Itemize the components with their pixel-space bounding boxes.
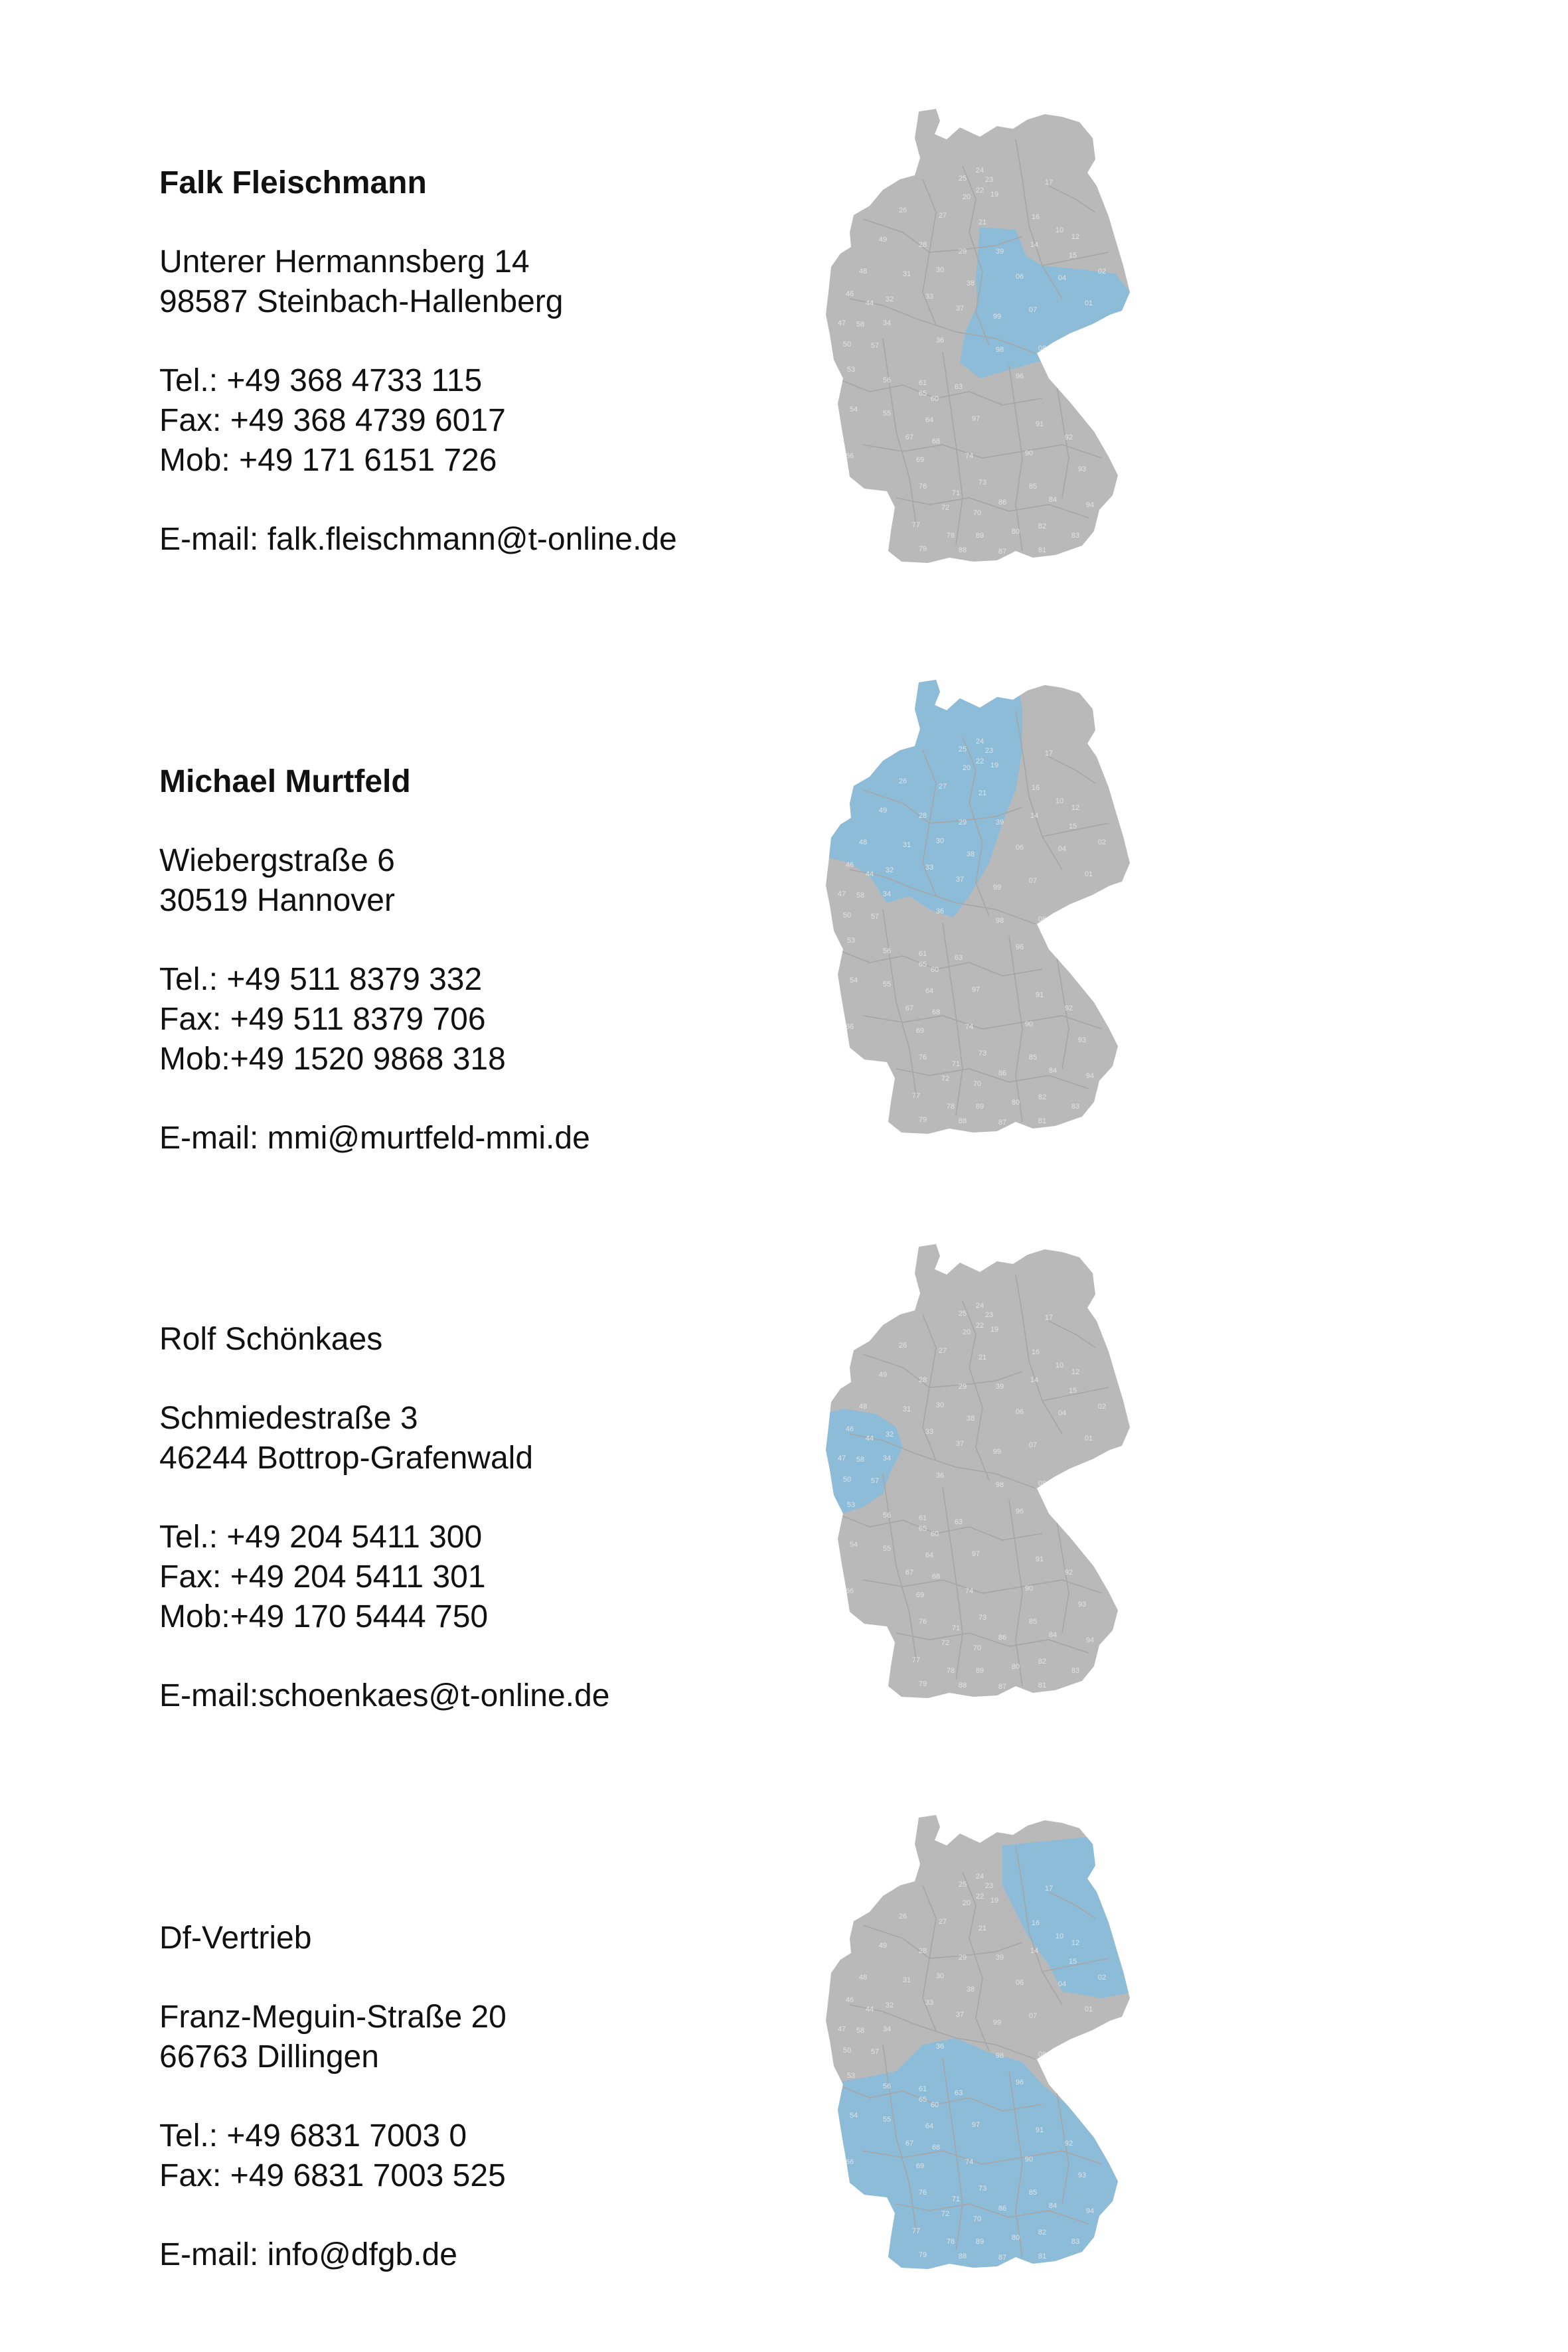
germany-map-svg [800, 100, 1158, 578]
germany-map-svg [800, 1806, 1158, 2284]
contact-mobile: Mob: +49 171 6151 726 [159, 443, 497, 478]
germany-map-norddeutschland [800, 670, 1158, 1148]
contact-city: 66763 Dillingen [159, 2039, 379, 2075]
contact-street: Unterer Hermannsberg 14 [159, 244, 530, 279]
contact-fax: Fax: +49 6831 7003 525 [159, 2158, 506, 2193]
contact-street: Schmiedestraße 3 [159, 1401, 418, 1436]
contact-fax: Fax: +49 204 5411 301 [159, 1559, 486, 1595]
contact-email[interactable]: E-mail: mmi@murtfeld-mmi.de [159, 1121, 590, 1156]
contact-name: Rolf Schönkaes [159, 1322, 383, 1357]
germany-map-svg [800, 670, 1158, 1148]
contact-city: 30519 Hannover [159, 883, 395, 918]
germany-map-sued-nordost [800, 1806, 1158, 2284]
contact-mobile: Mob:+49 170 5444 750 [159, 1599, 489, 1634]
contact-email[interactable]: E-mail: falk.fleischmann@t-online.de [159, 522, 677, 557]
contact-tel: Tel.: +49 6831 7003 0 [159, 2118, 467, 2154]
contact-fax: Fax: +49 368 4739 6017 [159, 403, 506, 438]
contact-name: Michael Murtfeld [159, 764, 411, 799]
contact-name: Df-Vertrieb [159, 1921, 312, 1956]
contact-tel: Tel.: +49 204 5411 300 [159, 1520, 483, 1555]
contact-email[interactable]: E-mail: info@dfgb.de [159, 2237, 457, 2272]
contact-card-fleischmann [159, 163, 677, 560]
contact-tel: Tel.: +49 511 8379 332 [159, 962, 483, 997]
contact-name: Falk Fleischmann [159, 165, 427, 200]
contact-fax: Fax: +49 511 8379 706 [159, 1002, 486, 1037]
contact-city: 98587 Steinbach-Hallenberg [159, 284, 564, 319]
contact-street: Franz-Meguin-Straße 20 [159, 1999, 507, 2035]
contact-email[interactable]: E-mail:schoenkaes@t-online.de [159, 1678, 610, 1713]
contact-card-df-vertrieb [159, 1919, 507, 2275]
germany-map-svg [800, 1235, 1158, 1713]
contact-city: 46244 Bottrop-Grafenwald [159, 1441, 534, 1476]
contact-card-murtfeld [159, 762, 590, 1158]
contact-card-schoenkaes [159, 1320, 609, 1716]
contact-mobile: Mob:+49 1520 9868 318 [159, 1042, 506, 1077]
germany-map-nrw [800, 1235, 1158, 1713]
contact-street: Wiebergstraße 6 [159, 843, 395, 878]
contact-tel: Tel.: +49 368 4733 115 [159, 363, 483, 398]
germany-map-thueringen-sachsen [800, 100, 1158, 578]
